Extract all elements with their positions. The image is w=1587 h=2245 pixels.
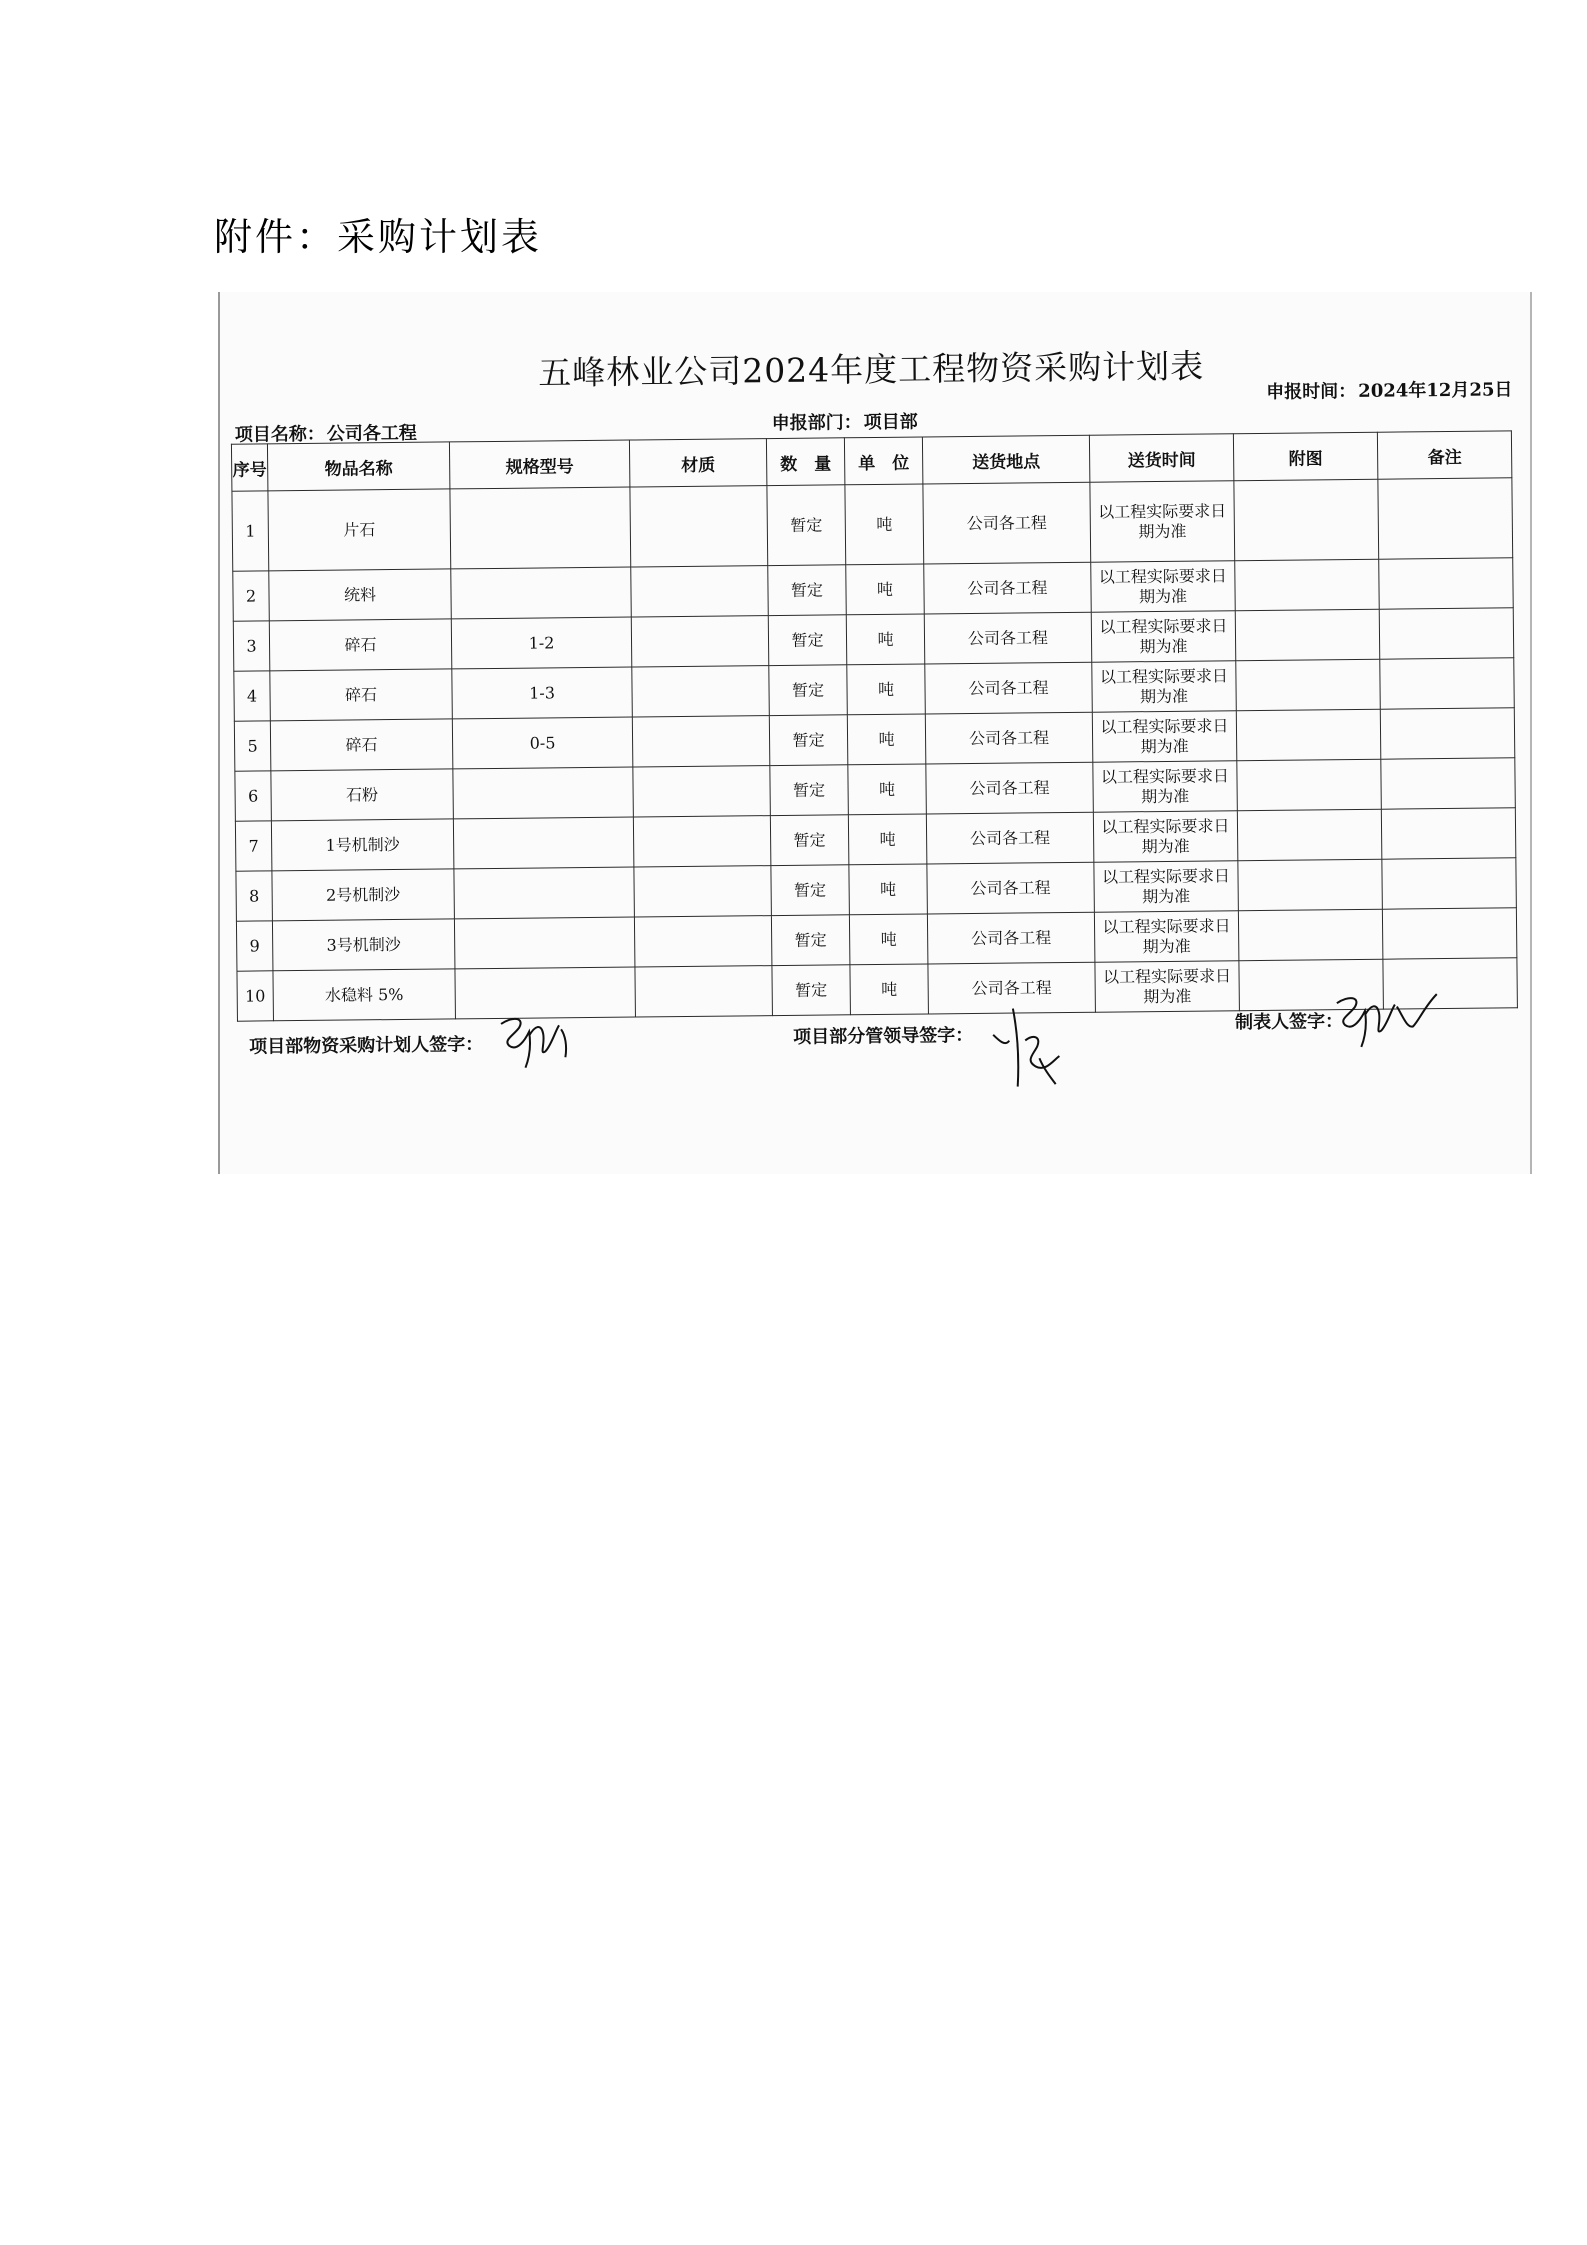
table-cell [1237,759,1382,811]
table-cell: 吨 [847,714,926,765]
project-name-value: 公司各工程 [326,422,417,445]
table-cell [454,917,635,969]
header-cell: 物品名称 [267,442,449,491]
table-cell: 吨 [846,614,925,665]
header-cell: 附图 [1233,432,1377,481]
table-cell: 3 [233,621,270,671]
department-value: 项目部 [863,411,918,434]
header-cell: 单 位 [844,437,922,485]
leader-signature-label: 项目部分管领导签字： [793,1024,974,1048]
table-cell [1379,558,1514,609]
table-cell: 2 [233,571,270,621]
table-cell [632,716,770,767]
table-cell [1380,658,1515,709]
header-cell: 序号 [231,444,267,491]
table-cell: 吨 [846,564,925,615]
table-cell: 1 [232,491,269,571]
report-date-label: 申报时间： [1266,380,1357,403]
table-cell: 公司各工程 [925,662,1093,714]
table-cell: 暂定 [771,915,850,966]
table-cell: 碎石 [269,619,452,671]
table-cell [633,766,771,817]
table-cell: 公司各工程 [926,812,1094,864]
table-cell [454,867,635,919]
table-cell [1235,559,1380,611]
table-cell [453,817,634,869]
table-cell: 以工程实际要求日期为准 [1091,561,1236,613]
planner-signature-label: 项目部物资采购计划人签字： [249,1034,484,1058]
table-cell: 暂定 [772,965,851,1016]
table-cell: 暂定 [767,485,846,566]
table-cell: 以工程实际要求日期为准 [1094,911,1239,963]
table-cell: 以工程实际要求日期为准 [1093,761,1238,813]
table-cell: 以工程实际要求日期为准 [1094,861,1239,913]
table-cell: 吨 [850,964,929,1015]
table-cell: 8 [236,871,273,921]
header-cell: 材质 [629,439,766,487]
table-cell: 9 [236,921,273,971]
table-cell [1379,608,1514,659]
table-cell [1381,758,1516,809]
table-cell: 公司各工程 [924,562,1092,614]
report-date [1266,375,1512,404]
table-cell: 吨 [845,484,924,565]
planner-handwritten-signature [495,1005,586,1076]
table-cell: 0-5 [452,717,633,769]
table-cell [1236,709,1381,761]
header-cell: 送货地点 [922,435,1089,484]
table-cell: 水稳料 5% [273,969,456,1021]
table-cell [1238,859,1383,911]
table-cell: 6 [235,771,272,821]
table-cell [1235,609,1380,661]
table-body [232,478,1517,1021]
table-cell: 吨 [847,664,926,715]
table-cell: 碎石 [270,719,453,771]
table-cell: 以工程实际要求日期为准 [1092,711,1237,763]
table-cell: 以工程实际要求日期为准 [1092,661,1237,713]
table-cell: 公司各工程 [925,712,1093,764]
table-cell [631,566,769,617]
table-cell: 4 [234,671,271,721]
table-cell [634,866,772,917]
table-cell: 公司各工程 [926,762,1094,814]
leader-handwritten-signature [983,1000,1074,1091]
table-cell: 10 [237,971,274,1021]
table-cell [635,966,773,1017]
table-cell: 公司各工程 [927,912,1095,964]
table-cell [1378,478,1513,559]
table-cell: 暂定 [770,765,849,816]
table-cell: 以工程实际要求日期为准 [1091,611,1236,663]
table-cell: 1-2 [451,617,632,669]
table-cell: 以工程实际要求日期为准 [1090,481,1235,563]
form-title: 五峰林业公司2024年度工程物资采购计划表 [538,346,1205,393]
table-cell [1237,809,1382,861]
department-label: 申报部门： [771,412,862,435]
table-cell [631,616,769,667]
table-cell: 片石 [268,489,451,571]
table-cell [1381,808,1516,859]
table-cell [1236,659,1381,711]
table-cell: 3号机制沙 [272,919,455,971]
table-cell: 碎石 [270,669,453,721]
table-cell: 吨 [848,814,927,865]
table-cell: 以工程实际要求日期为准 [1095,961,1240,1013]
table-cell [1234,479,1379,561]
table-cell: 暂定 [771,865,850,916]
table-cell [450,487,631,569]
reporting-department [772,408,918,436]
table-cell [634,916,772,967]
header-cell: 备注 [1377,431,1511,479]
table-cell: 暂定 [768,565,847,616]
table-cell [1382,858,1517,909]
table-cell: 5 [234,721,271,771]
table-cell: 吨 [849,864,928,915]
table-cell: 石粉 [271,769,454,821]
table-cell [1238,909,1383,961]
table-cell: 以工程实际要求日期为准 [1093,811,1238,863]
table-cell: 暂定 [768,615,847,666]
preparer-signature-label: 制表人签字： [1234,1011,1344,1034]
scanned-form [218,292,1532,1174]
table-cell [1382,908,1517,959]
table-cell: 暂定 [769,665,848,716]
table-cell: 统料 [269,569,452,621]
preparer-handwritten-signature [1333,986,1444,1057]
table-cell [632,666,770,717]
header-cell: 数 量 [766,438,844,486]
table-cell: 7 [235,821,272,871]
table-cell: 暂定 [769,715,848,766]
table-cell: 2号机制沙 [272,869,455,921]
table-cell [633,816,771,867]
table-cell: 暂定 [770,815,849,866]
table-cell [453,767,634,819]
procurement-table [231,430,1518,1021]
table-row [232,478,1513,571]
project-name-label: 项目名称： [234,423,325,446]
table-cell [630,486,768,567]
table-cell: 吨 [849,914,928,965]
table-cell: 公司各工程 [927,862,1095,914]
attachment-title: 附件：采购计划表 [214,215,543,259]
signature-row [223,1011,1534,1129]
table-cell: 公司各工程 [928,962,1096,1014]
table-cell: 1号机制沙 [271,819,454,871]
header-cell: 规格型号 [449,440,629,489]
table-cell: 公司各工程 [923,482,1091,564]
table-cell: 吨 [848,764,927,815]
table-cell: 公司各工程 [924,612,1092,664]
table-cell [451,567,632,619]
header-cell: 送货时间 [1089,434,1233,483]
table-cell [1380,708,1515,759]
form-sheet [215,285,1534,1181]
table-cell: 1-3 [452,667,633,719]
report-date-value: 2024年12月25日 [1358,379,1513,402]
